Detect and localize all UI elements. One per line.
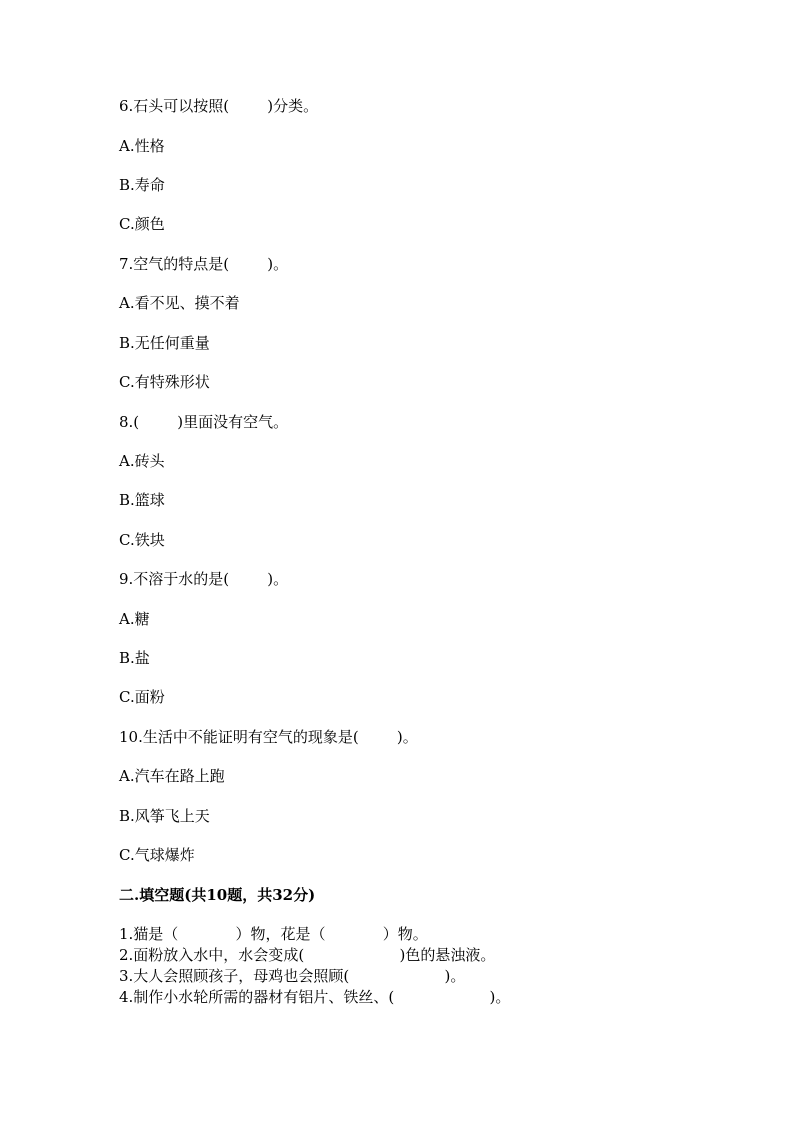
- section-2-title: 二.填空题(共10题，共32分): [119, 886, 316, 904]
- question-10-stem: 10.生活中不能证明有空气的现象是( )。: [119, 728, 418, 746]
- fill-blank-item-3: 3.大人会照顾孩子，母鸡也会照顾( )。: [119, 967, 466, 985]
- question-9-option-a: A.糖: [119, 610, 150, 628]
- question-8-stem: 8.( )里面没有空气。: [119, 413, 289, 431]
- question-6-option-c: C.颜色: [119, 215, 165, 233]
- fill-blank-item-4: 4.制作小水轮所需的器材有铝片、铁丝、( )。: [119, 988, 511, 1006]
- question-9-option-b: B.盐: [119, 649, 150, 667]
- question-6-option-b: B.寿命: [119, 176, 165, 194]
- question-7-option-b: B.无任何重量: [119, 334, 210, 352]
- question-8-option-c: C.铁块: [119, 531, 165, 549]
- fill-blank-item-2: 2.面粉放入水中，水会变成( )色的悬浊液。: [119, 946, 496, 964]
- question-10-option-a: A.汽车在路上跑: [119, 767, 225, 785]
- question-7-stem: 7.空气的特点是( )。: [119, 255, 289, 273]
- question-8-option-a: A.砖头: [119, 452, 165, 470]
- question-10-option-b: B.风筝飞上天: [119, 807, 210, 825]
- question-7-option-a: A.看不见、摸不着: [119, 294, 240, 312]
- question-7-option-c: C.有特殊形状: [119, 373, 210, 391]
- question-8-option-b: B.篮球: [119, 491, 165, 509]
- question-10-option-c: C.气球爆炸: [119, 846, 195, 864]
- question-9-stem: 9.不溶于水的是( )。: [119, 570, 289, 588]
- fill-blank-item-1: 1.猫是（ ）物，花是（ ）物。: [119, 925, 428, 943]
- question-6-option-a: A.性格: [119, 137, 165, 155]
- question-6-stem: 6.石头可以按照( )分类。: [119, 97, 319, 115]
- question-9-option-c: C.面粉: [119, 688, 165, 706]
